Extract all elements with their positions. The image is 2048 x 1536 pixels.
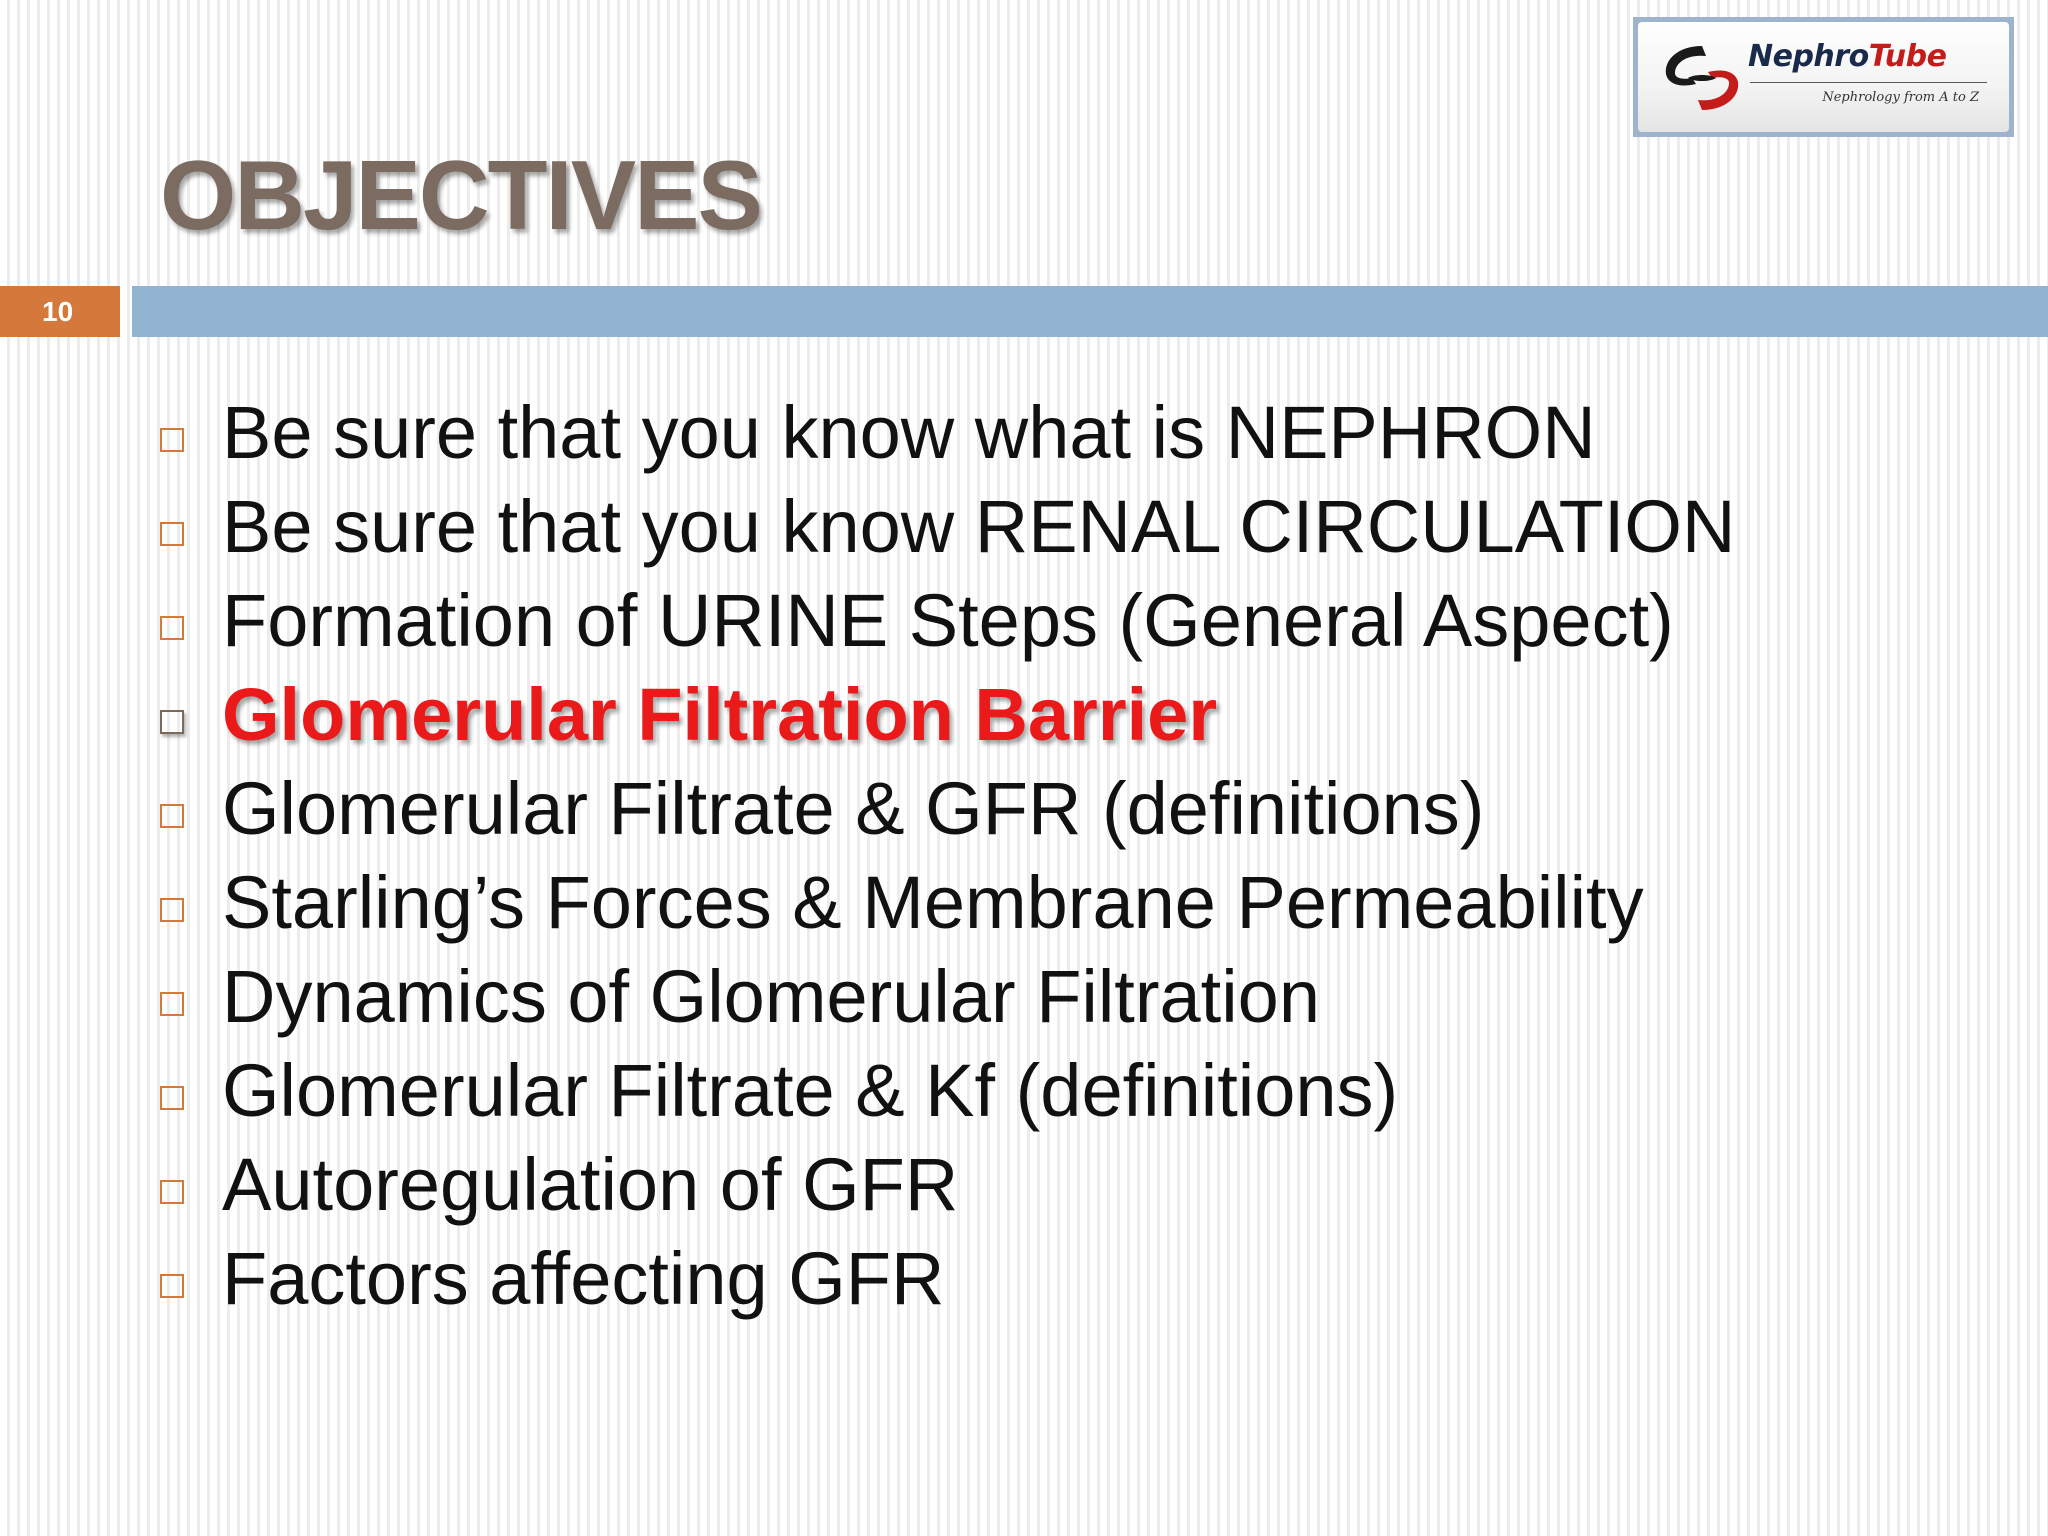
- hollow-square-bullet-icon: [160, 1180, 184, 1204]
- hollow-square-bullet-icon: [160, 522, 184, 546]
- list-item: [160, 762, 1735, 856]
- list-item: [160, 386, 1735, 480]
- slide-title: OBJECTIVES: [160, 140, 761, 250]
- list-item-text: Autoregulation of GFR: [222, 1143, 959, 1226]
- list-item-text: Dynamics of Glomerular Filtration: [222, 955, 1320, 1038]
- hollow-square-bullet-icon: [160, 710, 184, 734]
- logo-panel: [1638, 22, 2009, 132]
- hollow-square-bullet-icon: [160, 616, 184, 640]
- list-item-text: Be sure that you know what is NEPHRON: [222, 391, 1596, 474]
- list-item-text: Glomerular Filtrate & Kf (definitions): [222, 1049, 1399, 1132]
- nephrotube-swirl-icon: [1658, 38, 1746, 118]
- list-item-text: Be sure that you know RENAL CIRCULATION: [222, 485, 1736, 568]
- slide-number: 10: [0, 286, 120, 337]
- list-item-text: Formation of URINE Steps (General Aspect): [222, 579, 1674, 662]
- list-item-text: Factors affecting GFR: [222, 1237, 945, 1320]
- list-item: [160, 1044, 1735, 1138]
- logo-wordmark-part1: Nephro: [1748, 39, 1869, 74]
- logo-tagline: Nephrology from A to Z: [1822, 90, 1979, 105]
- list-item: [160, 1138, 1735, 1232]
- logo-divider: [1750, 82, 1987, 83]
- hollow-square-bullet-icon: [160, 898, 184, 922]
- nephrotube-logo: [1633, 17, 2014, 137]
- list-item: [160, 950, 1735, 1044]
- hollow-square-bullet-icon: [160, 1274, 184, 1298]
- hollow-square-bullet-icon: [160, 1086, 184, 1110]
- list-item-text: Glomerular Filtration Barrier: [222, 673, 1218, 756]
- list-item: [160, 1232, 1735, 1326]
- list-item-highlighted: [160, 668, 1735, 762]
- logo-wordmark-part2: Tube: [1868, 39, 1947, 74]
- list-item: [160, 856, 1735, 950]
- objectives-list: [160, 386, 1735, 1326]
- hollow-square-bullet-icon: [160, 428, 184, 452]
- hollow-square-bullet-icon: [160, 804, 184, 828]
- logo-wordmark: [1748, 39, 1947, 74]
- list-item: [160, 574, 1735, 668]
- list-item-text: Glomerular Filtrate & GFR (definitions): [222, 767, 1485, 850]
- list-item-text: Starling’s Forces & Membrane Permeability: [222, 861, 1644, 944]
- header-bar: [132, 286, 2048, 337]
- list-item: [160, 480, 1735, 574]
- hollow-square-bullet-icon: [160, 992, 184, 1016]
